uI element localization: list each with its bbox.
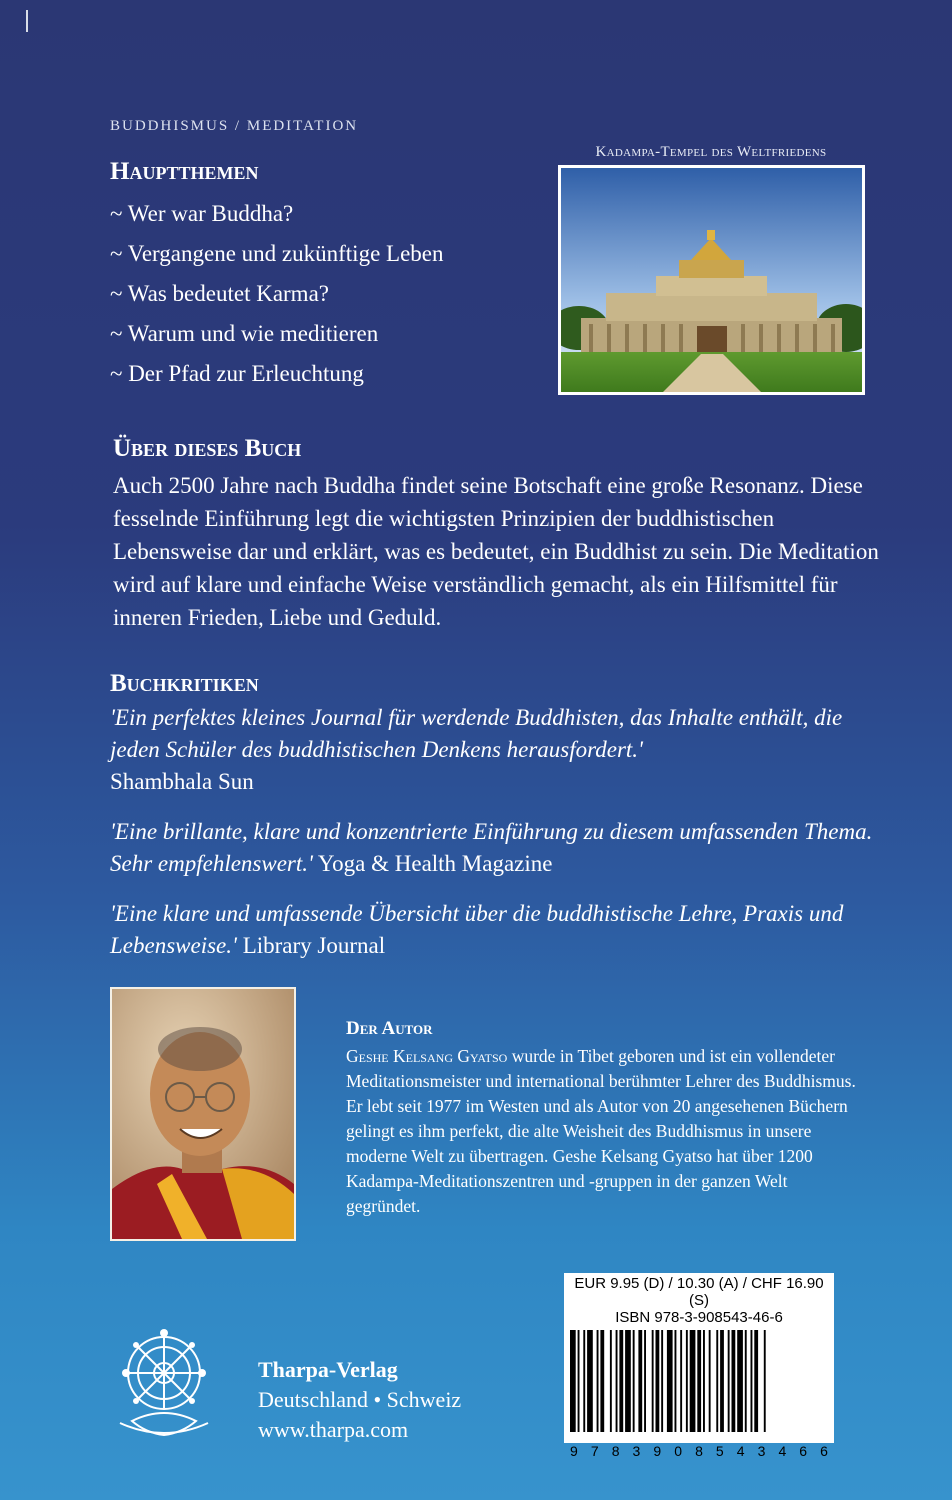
about-book-section xyxy=(113,435,883,634)
review-quote: 'Eine klare und umfassende Übersicht über die buddhistische Lehre, Praxis und Lebensweise.' xyxy=(110,901,844,958)
barcode-bar xyxy=(667,1330,673,1432)
barcode-digit: 5 xyxy=(715,1443,724,1459)
barcode-bar xyxy=(720,1330,724,1432)
barcode-bar xyxy=(656,1330,660,1432)
barcode-digit: 6 xyxy=(820,1443,828,1459)
barcode-icon xyxy=(564,1326,834,1436)
barcode-digit: 7 xyxy=(590,1443,599,1459)
barcode-digit: 4 xyxy=(778,1443,787,1459)
category-label: BUDDHISMUS / MEDITATION xyxy=(110,118,359,134)
barcode-bar xyxy=(745,1330,747,1432)
author-bio xyxy=(346,1044,856,1219)
barcode-digit: 8 xyxy=(695,1443,703,1459)
publisher-url: www.tharpa.com xyxy=(258,1417,409,1442)
barcode-bar xyxy=(754,1330,758,1432)
barcode-bar xyxy=(610,1330,612,1432)
barcode-digit: 6 xyxy=(799,1443,808,1459)
review-item xyxy=(110,898,890,962)
about-heading: Über dieses Buch xyxy=(113,435,302,462)
reviews-section xyxy=(110,670,890,962)
temple-illustration xyxy=(561,168,862,392)
barcode-bar xyxy=(661,1330,663,1432)
barcode-bar xyxy=(652,1330,654,1432)
isbn-label: ISBN 978-3-908543-46-6 xyxy=(615,1309,783,1326)
temple-photo-caption: Kadampa-Tempel des Weltfriedens xyxy=(595,144,827,160)
barcode-bar xyxy=(709,1330,711,1432)
theme-item: ~ Was bedeutet Karma? xyxy=(110,281,329,306)
author-text: wurde in Tibet geboren und ist ein vollendeter Meditationsmeister und international berühmter Lehrer des Buddhismus. Er lebt seit 1977 im Westen und als Autor von 20 angesehenen Büchern gelingt es ihm perfekt, die alte Weisheit des Buddhismus in unsere moderne Welt zu übertragen. Geshe Kelsang Gyatso hat über 1200 Kadampa-Meditationszentren und -gruppen in der ganzen Welt gegründet. xyxy=(346,1046,856,1216)
crop-mark xyxy=(26,10,28,32)
barcode-bar xyxy=(644,1330,646,1432)
about-text: Auch 2500 Jahre nach Buddha findet seine Botschaft eine große Resonanz. Diese fesselnde Einführung legt die wichtigsten Prinzipien der buddhistischen Lebensweise dar und erklärt, was es bedeutet, ein Buddhist zu sein. Die Meditation wird auf klare und einfache Weise verständlich gemacht, als ein Hilfsmittel für inneren Frieden, Liebe und Geduld. xyxy=(113,473,879,630)
barcode-bar xyxy=(600,1330,604,1432)
barcode-bar xyxy=(578,1330,580,1432)
publisher-name: Tharpa-Verlag xyxy=(258,1357,398,1382)
barcode-bar xyxy=(587,1330,593,1432)
barcode-digit: 3 xyxy=(757,1443,766,1459)
barcode-digit: 9 xyxy=(653,1443,662,1459)
author-section xyxy=(346,1018,856,1219)
barcode-bar xyxy=(633,1330,635,1432)
publisher-block xyxy=(258,1355,461,1445)
author-portrait-illustration xyxy=(112,989,294,1239)
author-photo xyxy=(110,987,296,1241)
barcode-bar xyxy=(751,1330,753,1432)
barcode-bar xyxy=(728,1330,730,1432)
dharma-wheel-icon xyxy=(112,1325,216,1443)
barcode-bar xyxy=(737,1330,743,1432)
barcode-digits xyxy=(564,1443,834,1459)
barcode-bar xyxy=(716,1330,718,1432)
publisher-countries: Deutschland • Schweiz xyxy=(258,1387,462,1412)
barcode-bar xyxy=(619,1330,623,1432)
barcode-bar xyxy=(583,1330,585,1432)
author-heading: Der Autor xyxy=(346,1018,433,1039)
barcode-digit: 9 xyxy=(570,1443,578,1459)
theme-item: ~ Der Pfad zur Erleuchtung xyxy=(110,361,364,386)
barcode-bar xyxy=(597,1330,599,1432)
barcode-bar xyxy=(680,1330,682,1432)
themes-heading: Hauptthemen xyxy=(110,158,259,185)
review-source: Yoga & Health Magazine xyxy=(317,851,553,876)
review-item xyxy=(110,816,890,880)
themes-list xyxy=(110,194,444,394)
theme-item: ~ Wer war Buddha? xyxy=(110,201,294,226)
barcode-bar xyxy=(570,1330,576,1432)
barcode-bar xyxy=(703,1330,705,1432)
review-quote: 'Eine brillante, klare und konzentrierte Einführung zu diesem umfassenden Thema. Sehr empfehlenswert.' xyxy=(110,819,873,876)
theme-item: ~ Warum und wie meditieren xyxy=(110,321,379,346)
barcode-bar xyxy=(732,1330,736,1432)
barcode-digit: 8 xyxy=(611,1443,620,1459)
barcode-bar xyxy=(616,1330,618,1432)
barcode-bar xyxy=(625,1330,631,1432)
temple-photo xyxy=(558,165,865,395)
reviews-heading: Buchkritiken xyxy=(110,670,259,697)
review-source: Library Journal xyxy=(242,933,386,958)
barcode-bar xyxy=(675,1330,677,1432)
review-source: Shambhala Sun xyxy=(110,769,254,794)
barcode-digit: 3 xyxy=(632,1443,641,1459)
author-name: Geshe Kelsang Gyatso xyxy=(346,1046,508,1066)
main-themes-section xyxy=(110,158,444,394)
barcode-box xyxy=(564,1273,834,1459)
price-label: EUR 9.95 (D) / 10.30 (A) / CHF 16.90 (S) xyxy=(574,1275,824,1309)
barcode-bar xyxy=(638,1330,642,1432)
barcode-digit: 0 xyxy=(674,1443,683,1459)
barcode-bar xyxy=(764,1330,766,1432)
review-item xyxy=(110,702,890,798)
review-quote: 'Ein perfektes kleines Journal für werdende Buddhisten, das Inhalte enthält, die jeden Schüler des buddhistischen Denkens herausfordert.' xyxy=(110,705,843,762)
barcode-bar xyxy=(686,1330,688,1432)
barcode-bar xyxy=(690,1330,696,1432)
theme-item: ~ Vergangene und zukünftige Leben xyxy=(110,241,444,266)
barcode-bar xyxy=(697,1330,701,1432)
barcode-digit: 4 xyxy=(736,1443,745,1459)
